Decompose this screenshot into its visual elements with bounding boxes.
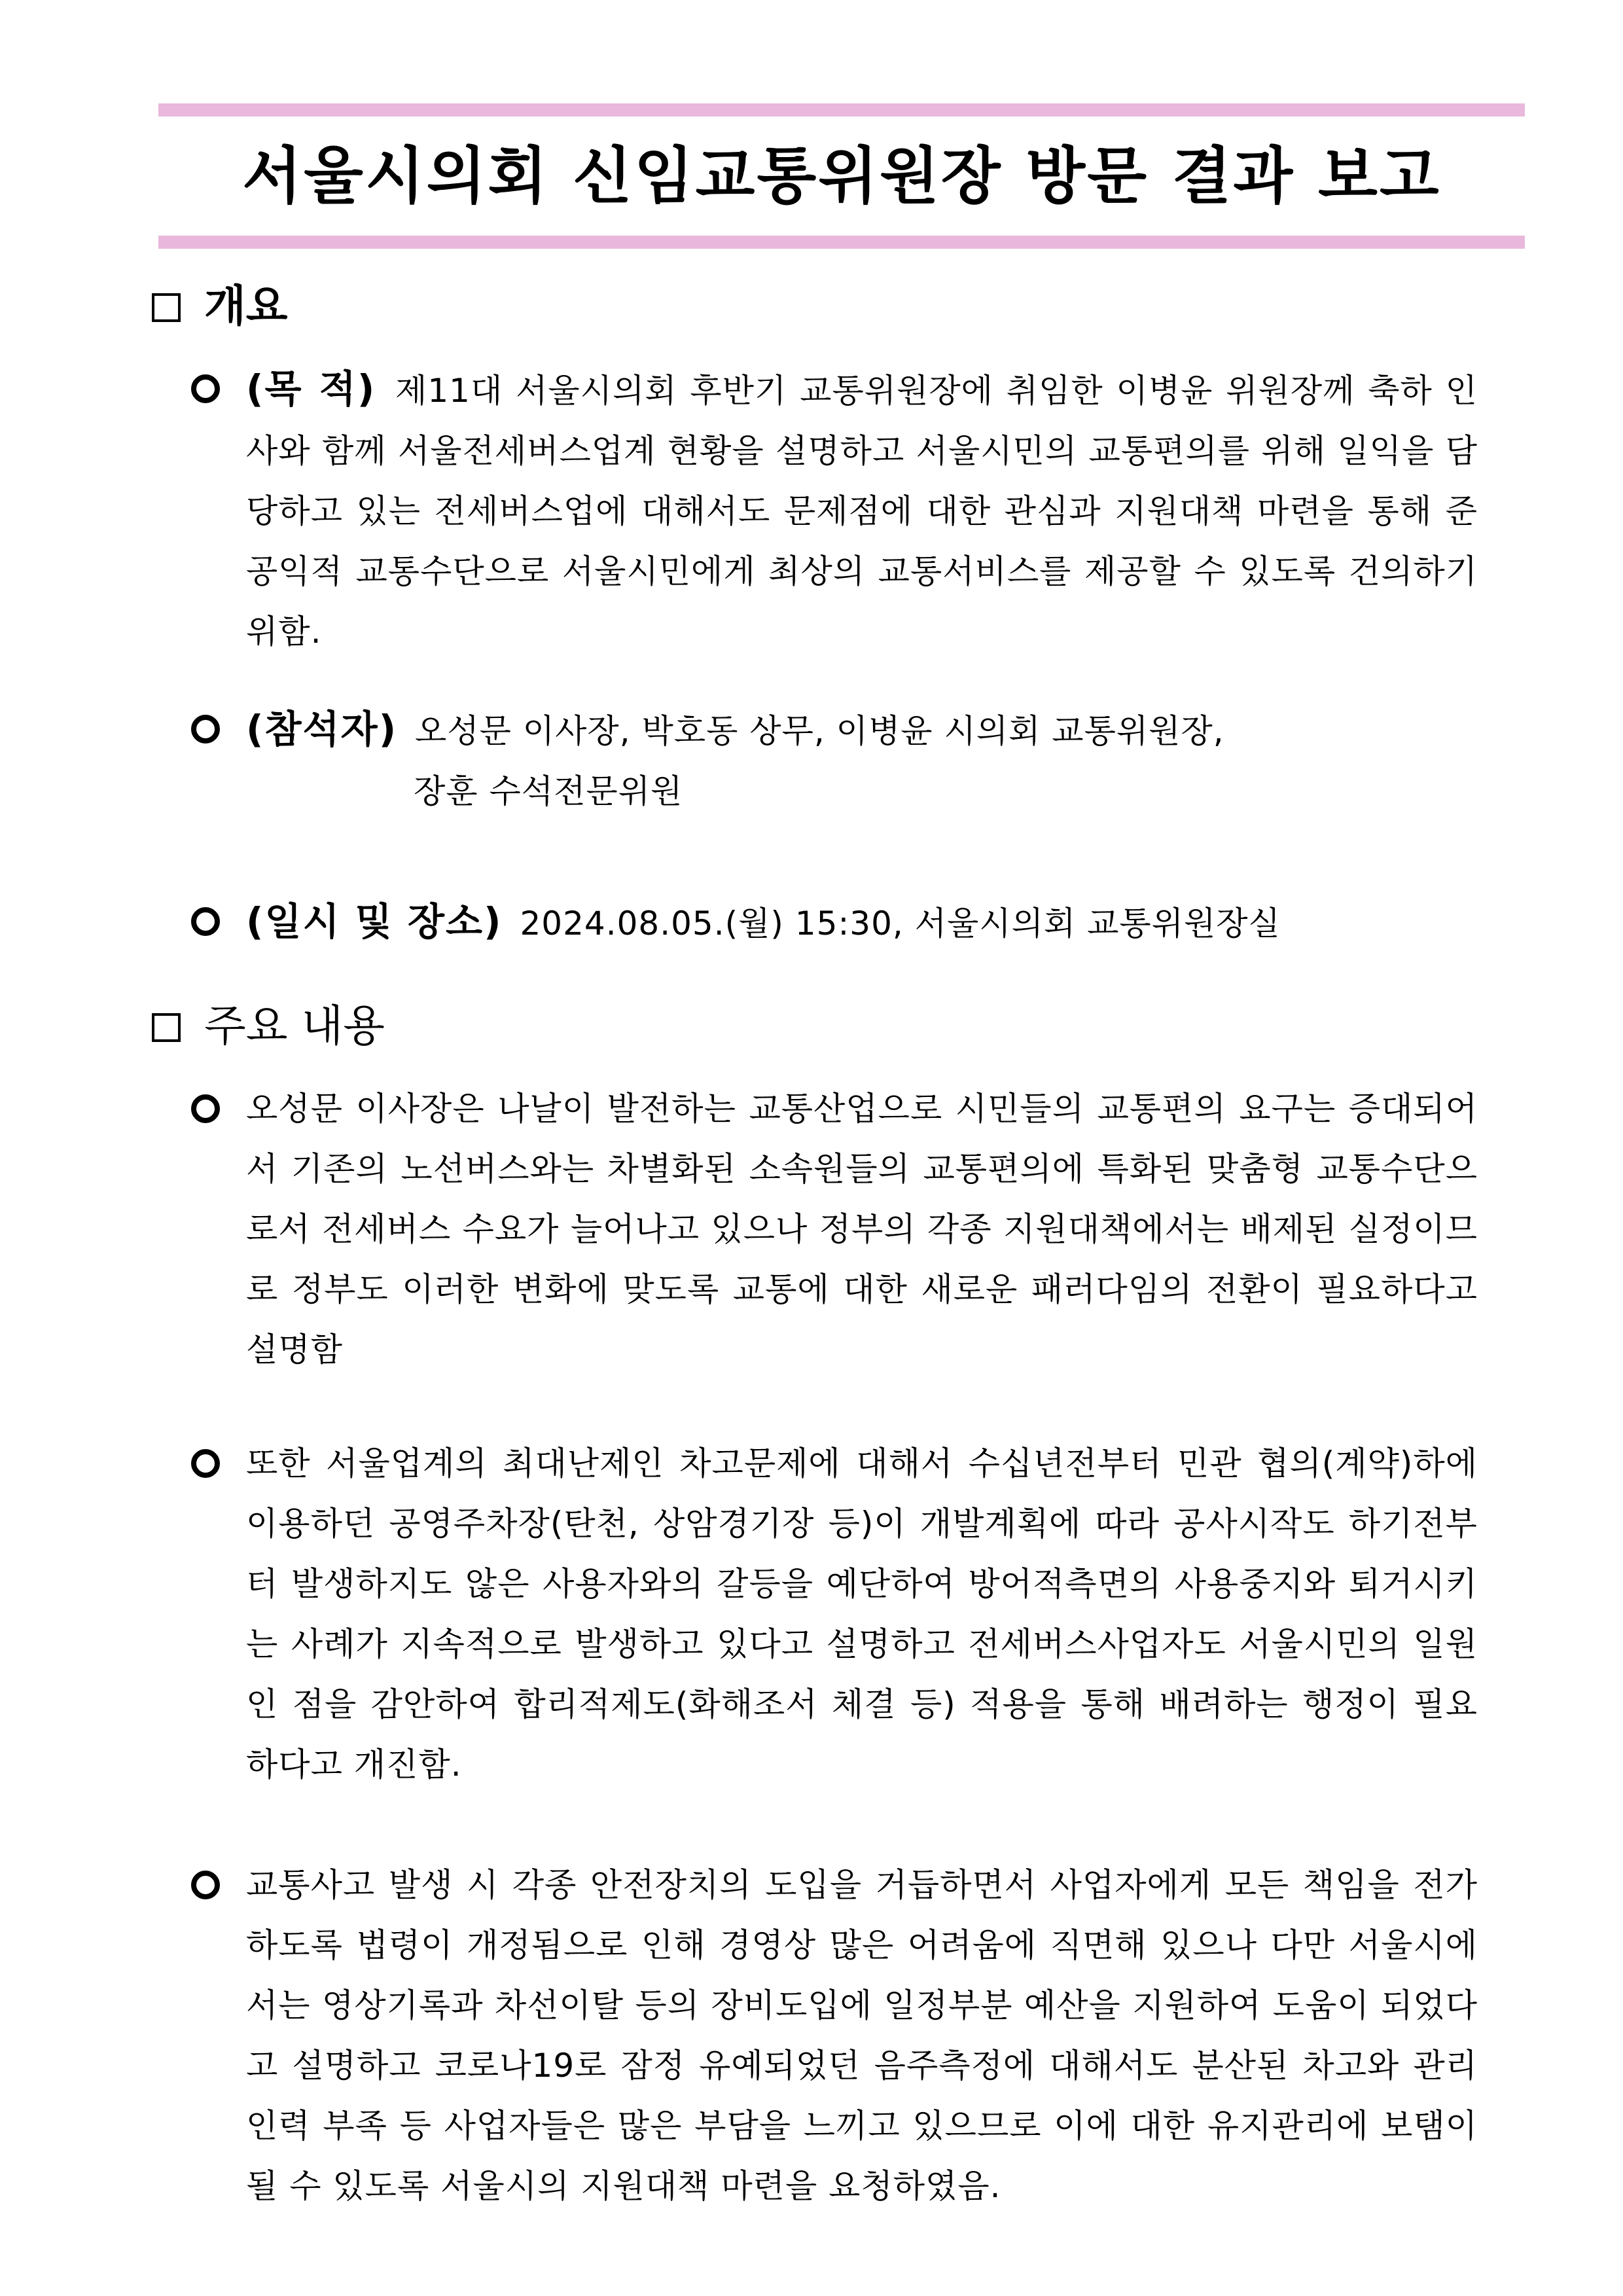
circle-bullet-icon (191, 1871, 220, 1899)
purpose-label: (목 적) (246, 367, 376, 411)
circle-bullet-icon (191, 1449, 220, 1478)
main-item-text: 오성문 이사장은 나날이 발전하는 교통산업으로 시민들의 교통편의 요구는 증대되어서 기존의 노선버스와는 차별화된 소속원들의 교통편의에 특화된 맞춤형 교통수단으로서 전세버스 수요가 늘어나고 있으나 정부의 각종 지원대책에서는 배제된 실정이므로 정부도 이러한 변화에 맞도록 교통에 대한 새로운 패러다임의 전환이 필요하다고 설명함 (246, 1090, 1478, 1369)
circle-bullet-icon (191, 715, 220, 744)
main-item-text: 또한 서울업계의 최대난제인 차고문제에 대해서 수십년전부터 민관 협의(계약)하에 이용하던 공영주차장(탄천, 상암경기장 등)이 개발계획에 따라 공사시작도 하기전부터 발생하지도 않은 사용자와의 갈등을 예단하여 방어적측면의 사용중지와 퇴거시키는 사례가 지속적으로 발생하고 있다고 설명하고 전세버스사업자도 서울시민의 일원인 점을 감안하여 합리적제도(화해조서 체결 등) 적용을 통해 배려하는 행정이 필요하다고 개진함. (246, 1444, 1478, 1784)
datetime-item (191, 891, 1478, 954)
section-heading: 주요 내용 (204, 1001, 385, 1051)
purpose-text: 제11대 서울시의회 후반기 교통위원장에 취임한 이병윤 위원장께 축하 인사와 함께 서울전세버스업계 현황을 설명하고 서울시민의 교통편의를 위해 일익을 담당하고 있는 전세버스업에 대해서도 문제점에 대한 관심과 지원대책 마련을 통해 준공익적 교통수단으로 서울시민에게 최상의 교통서비스를 제공할 수 있도록 건의하기 위함. (246, 372, 1478, 651)
attendees-label: (참석자) (246, 707, 398, 751)
datetime-text: 2024.08.05.(월) 15:30, 서울시의회 교통위원장실 (520, 905, 1281, 942)
section-heading: 개요 (204, 281, 288, 331)
purpose-item (191, 359, 1478, 662)
circle-bullet-icon (191, 1094, 220, 1123)
section-main (152, 1000, 385, 1052)
page-title: 서울시의회 신임교통위원장 방문 결과 보고 (242, 141, 1441, 212)
circle-bullet-icon (191, 907, 220, 936)
main-item-3 (191, 1855, 1478, 2216)
attendees-item (191, 699, 1478, 821)
datetime-label: (일시 및 장소) (246, 899, 503, 944)
section-overview (152, 280, 288, 332)
square-bullet-icon (152, 293, 181, 322)
circle-bullet-icon (191, 374, 220, 403)
attendees-line-1: 오성문 이사장, 박호동 상무, 이병윤 시의회 교통위원장, (415, 712, 1224, 750)
attendees-line-2: 장훈 수석전문위원 (414, 772, 683, 810)
main-item-text: 교통사고 발생 시 각종 안전장치의 도입을 거듭하면서 사업자에게 모든 책임을 전가하도록 법령이 개정됨으로 인해 경영상 많은 어려움에 직면해 있으나 다만 서울시에서는 영상기록과 차선이탈 등의 장비도입에 일정부분 예산을 지원하여 도움이 되었다고 설명하고 코로나19로 잠정 유예되었던 음주측정에 대해서도 분산된 차고와 관리인력 부족 등 사업자들은 많은 부담을 느끼고 있으므로 이에 대한 유지관리에 보탬이 될 수 있도록 서울시의 지원대책 마련을 요청하였음. (246, 1866, 1478, 2205)
square-bullet-icon (152, 1013, 181, 1042)
title-top-rule (158, 103, 1525, 117)
main-item-1 (191, 1079, 1478, 1380)
main-item-2 (191, 1433, 1478, 1795)
title-bottom-rule (158, 236, 1525, 249)
